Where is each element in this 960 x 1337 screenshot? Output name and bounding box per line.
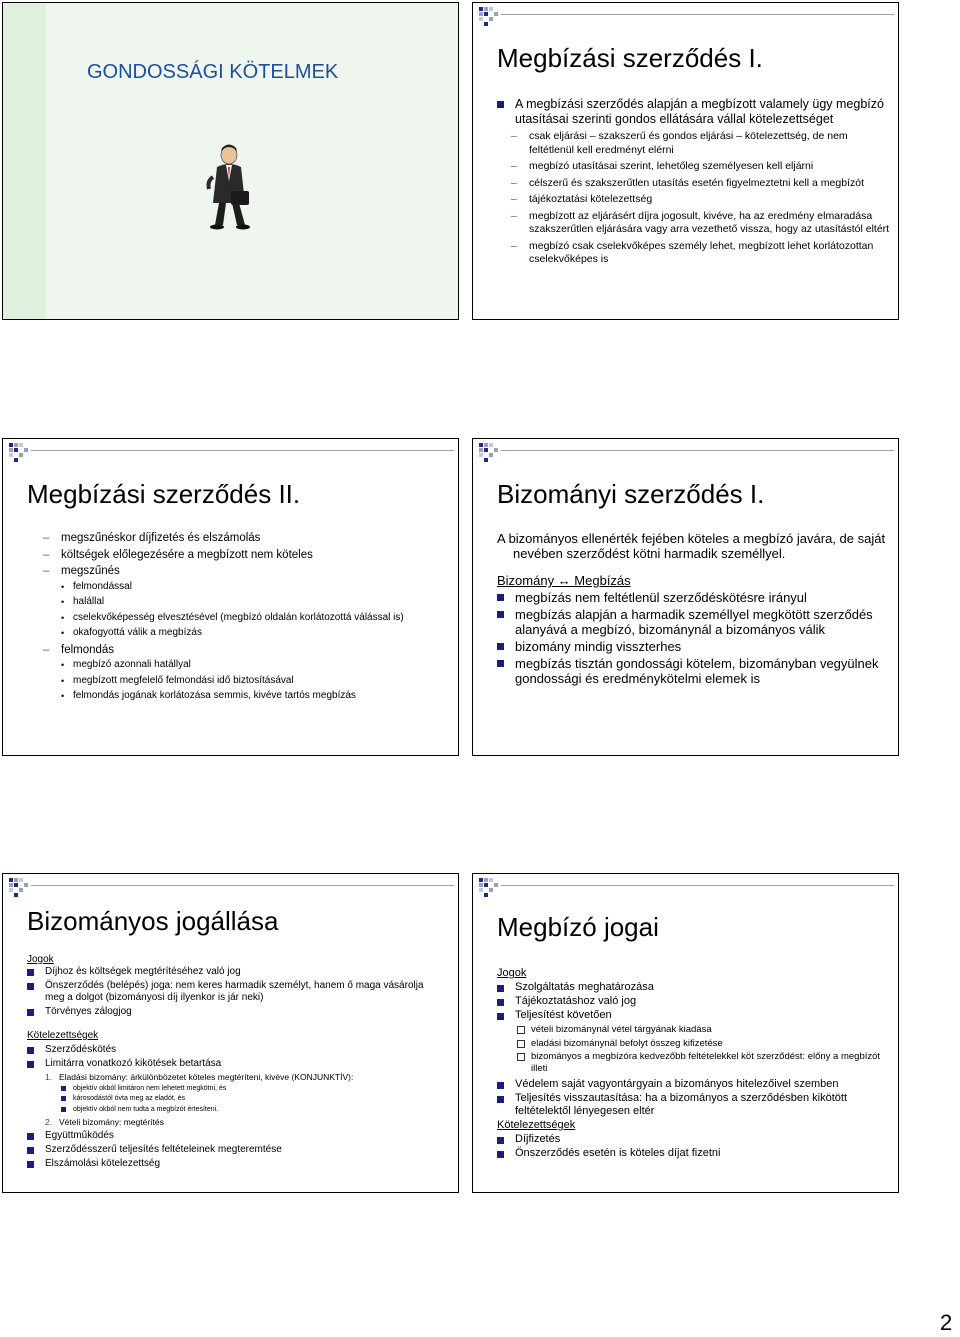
section-label: Kötelezettségek — [497, 1119, 576, 1131]
main-bullet: Együttműködés — [27, 1130, 437, 1142]
slide-megbizasi-szerzodes-1 — [472, 2, 899, 320]
slide-side-band — [3, 3, 46, 320]
slide-title: Megbízó jogai — [497, 912, 659, 942]
decorative-square — [479, 443, 483, 447]
decorative-square — [24, 883, 28, 887]
sub-bullet: – megszűnéskor díjfizetés és elszámolás — [41, 531, 441, 546]
decorative-square — [484, 7, 488, 11]
checkbox-item: bizományos a megbízóra kedvezőbb feltételekkel köt szerződést: előny a megbízót illeti — [515, 1051, 882, 1074]
list-item: károsodástól óvta meg az eladót, és — [59, 1094, 437, 1104]
main-bullet: Limitárra vonatkozó kikötések betartása — [27, 1058, 437, 1070]
decorative-square — [9, 453, 13, 457]
main-bullet: Szerződéskötés — [27, 1044, 437, 1056]
businessman-clipart — [199, 141, 255, 231]
decorative-square — [14, 883, 18, 887]
decorative-square — [484, 22, 488, 26]
list-item: • felmondással — [59, 581, 441, 594]
section-label: Jogok — [497, 967, 527, 979]
section-label: Jogok — [27, 954, 54, 965]
decorative-square — [484, 12, 488, 16]
main-bullet: Tájékoztatáshoz való jog — [497, 995, 882, 1008]
decorative-square — [24, 448, 28, 452]
decorative-square — [9, 888, 13, 892]
decorative-square — [14, 458, 18, 462]
checkbox-item: eladási bizománynál befolyt összeg kifizetése — [515, 1038, 882, 1050]
main-bullet: Önszerződés (belépés) joga: nem keres harmadik személyt, hanem ő maga vásárolja meg a dolgot (bizományosi díj ilyenkor is jár neki) — [27, 980, 437, 1004]
main-bullet: Díjhoz és költségek megtérítéséhez való jog — [27, 966, 437, 978]
main-bullet: Szerződésszerű teljesítés feltételeinek megteremtése — [27, 1144, 437, 1156]
numbered-item — [43, 1117, 437, 1128]
list-item: objektív okból limitáron nem lehetett megkötni, és — [59, 1084, 437, 1094]
decorative-square — [484, 458, 488, 462]
section-heading: Bizomány ↔ Megbízás — [497, 573, 631, 588]
header-divider — [501, 14, 894, 15]
slide-title: Bizományos jogállása — [27, 906, 279, 936]
decorative-square — [494, 883, 498, 887]
slide-content — [497, 967, 882, 1160]
decorative-square — [9, 883, 13, 887]
decorative-square — [14, 893, 18, 897]
header-divider — [31, 450, 454, 451]
item-text: Eladási bizomány: árkülönbözetet köteles megtéríteni, kivéve (KONJUNKTÍV): — [59, 1072, 354, 1082]
decorative-square — [19, 888, 23, 892]
slide-gondossagi-kotelmek — [2, 2, 459, 320]
header-divider — [501, 885, 894, 886]
slide-content — [27, 954, 437, 1170]
sub-bullet: – megszűnés — [41, 564, 441, 579]
decorative-square — [479, 878, 483, 882]
decorative-square — [479, 453, 483, 457]
slide-megbizasi-szerzodes-2 — [2, 438, 459, 756]
decorative-square — [479, 17, 483, 21]
list-item: • halállal — [59, 596, 441, 609]
list-item: • okafogyottá válik a megbízás — [59, 627, 441, 640]
decorative-square — [489, 17, 493, 21]
decorative-square — [489, 443, 493, 447]
decorative-square — [9, 443, 13, 447]
decorative-square — [494, 448, 498, 452]
slide-megbizo-jogai — [472, 873, 899, 1193]
decorative-square — [484, 878, 488, 882]
page-number: 2 — [940, 1310, 953, 1335]
header-divider — [501, 450, 894, 451]
decorative-square — [484, 893, 488, 897]
sub-bullet: – felmondás — [41, 643, 441, 658]
sub-bullet: – megbízott az eljárásért díjra jogosult, kivéve, ha az eredmény elmaradása szakszerűtlen eljárására vagy arra vezethető vissza, hogy az utasítástól eltért — [509, 210, 892, 237]
slide-bizomanyos-jogallasa — [2, 873, 459, 1193]
sub-bullet: – megbízó csak cselekvőképes személy lehet, megbízott lehet korlátozottan cselekvőképes is — [509, 240, 892, 267]
decorative-square — [484, 883, 488, 887]
section-label: Kötelezettségek — [27, 1030, 99, 1041]
decorative-square — [479, 888, 483, 892]
sub-bullet: – csak eljárási – szakszerű és gondos eljárási – kötelezettség, de nem feltétlenül kell eredményt elérni — [509, 130, 892, 157]
slide-title: Megbízási szerződés I. — [497, 43, 763, 73]
main-bullet: megbízás tisztán gondossági kötelem, bizományban vegyülnek gondossági és eredménykötelmi elemek is — [497, 656, 892, 686]
sub-bullet: – tájékoztatási kötelezettség — [509, 193, 892, 207]
decorative-square — [479, 448, 483, 452]
main-bullet: A megbízási szerződés alapján a megbízott valamely ügy megbízó utasításai szerinti gondos ellátására vállal kötelezettséget — [497, 97, 892, 127]
decorative-square — [489, 878, 493, 882]
sub-bullet: – célszerű és szakszerűtlen utasítás esetén figyelmeztetni kell a megbízót — [509, 177, 892, 191]
header-divider — [31, 885, 454, 886]
main-bullet: Teljesítést követően — [497, 1009, 882, 1022]
sub-bullet: – megbízó utasításai szerint, lehetőleg személyesen kell eljárni — [509, 160, 892, 174]
decorative-square — [14, 448, 18, 452]
main-bullet: Törvényes zálogjog — [27, 1006, 437, 1018]
slide-bizomanyi-szerzodes-1 — [472, 438, 899, 756]
decorative-square — [484, 443, 488, 447]
decorative-square — [9, 878, 13, 882]
decorative-square — [9, 448, 13, 452]
slide-content — [497, 531, 892, 686]
item-number: 2. — [45, 1117, 53, 1127]
decorative-square — [489, 453, 493, 457]
decorative-square — [14, 878, 18, 882]
main-bullet: Szolgáltatás meghatározása — [497, 981, 882, 994]
slide-content — [497, 97, 892, 267]
list-item: • megbízott megfelelő felmondási idő biztosításával — [59, 675, 441, 688]
checkbox-item: vételi bizománynál vétel tárgyának kiadása — [515, 1024, 882, 1036]
sub-bullet: – költségek előlegezésére a megbízott nem köteles — [41, 548, 441, 563]
intro-text: A bizományos ellenérték fejében köteles a megbízó javára, de saját nevében szerződést kötni harmadik személlyel. — [497, 531, 886, 561]
main-bullet: megbízás alapján a harmadik személlyel megkötött szerződés alanyává a megbízó, bizománynál a bizományos válik — [497, 607, 892, 637]
main-bullet: bizomány mindig visszterhes — [497, 639, 892, 654]
decorative-square — [14, 443, 18, 447]
decorative-square — [479, 12, 483, 16]
list-item: • felmondás jogának korlátozása semmis, kivéve tartós megbízás — [59, 690, 441, 703]
slide-title: Megbízási szerződés II. — [27, 479, 301, 509]
main-bullet: megbízás nem feltétlenül szerződéskötésre irányul — [497, 590, 892, 605]
slide-title: GONDOSSÁGI KÖTELMEK — [87, 61, 339, 83]
main-bullet: Elszámolási kötelezettség — [27, 1158, 437, 1170]
main-bullet: Díjfizetés — [497, 1133, 882, 1146]
decorative-square — [494, 12, 498, 16]
slide-content — [41, 531, 441, 703]
main-bullet: Teljesítés visszautasítása: ha a bizományos a szerződésben kikötött feltételektől lényegesen eltér — [497, 1092, 882, 1118]
decorative-square — [19, 453, 23, 457]
list-item: • cselekvőképesség elvesztésével (megbízó oldalán korlátozottá válással is) — [59, 612, 441, 625]
decorative-square — [19, 443, 23, 447]
decorative-square — [489, 7, 493, 11]
decorative-square — [19, 878, 23, 882]
decorative-square — [489, 888, 493, 892]
main-bullet: Önszerződés esetén is köteles díjat fizetni — [497, 1147, 882, 1160]
item-number: 1. — [45, 1072, 53, 1082]
item-text: Vételi bizomány: megtérítés — [59, 1117, 164, 1127]
decorative-square — [479, 883, 483, 887]
list-item: objektív okból nem tudta a megbízót értesíteni. — [59, 1105, 437, 1115]
slide-title: Bizományi szerződés I. — [497, 479, 765, 509]
decorative-square — [479, 7, 483, 11]
list-item: • megbízó azonnali hatállyal — [59, 659, 441, 672]
main-bullet: Védelem saját vagyontárgyain a bizományos hitelezőivel szemben — [497, 1078, 882, 1091]
decorative-square — [484, 448, 488, 452]
numbered-item — [43, 1072, 437, 1083]
